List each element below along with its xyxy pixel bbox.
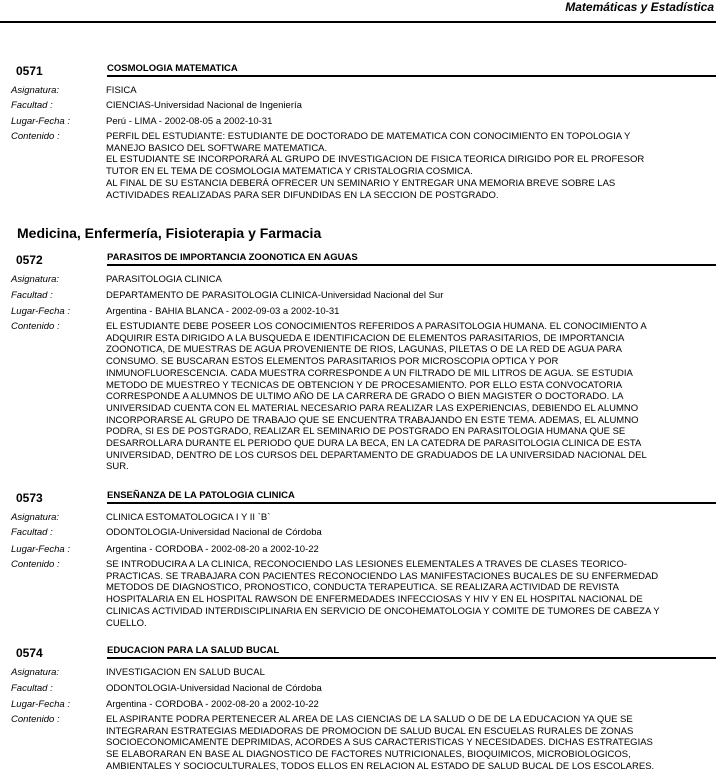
- lugar-fecha-value: Argentina - CORDOBA - 2002-08-20 a 2002-10-22: [106, 699, 319, 710]
- entry-number: 0573: [16, 491, 43, 505]
- facultad-value: ODONTOLOGIA-Universidad Nacional de Córdoba: [106, 683, 322, 694]
- entry-title: EDUCACION PARA LA SALUD BUCAL: [107, 645, 280, 656]
- asignatura-value: CLINICA ESTOMATOLOGICA I Y II `B`: [106, 512, 271, 523]
- entry-title: ENSEÑANZA DE LA PATOLOGIA CLINICA: [107, 490, 295, 501]
- field-label: Asignatura:: [11, 512, 60, 523]
- field-label: Contenido :: [11, 559, 60, 570]
- field-label: Facultad :: [11, 290, 53, 301]
- field-label: Facultad :: [11, 683, 53, 694]
- lugar-fecha-value: Perú - LIMA - 2002-08-05 a 2002-10-31: [106, 116, 273, 127]
- entry-number: 0572: [16, 253, 43, 267]
- contenido-text: EL ESTUDIANTE DEBE POSEER LOS CONOCIMIENTOS REFERIDOS A PARASITOLOGIA HUMANA. EL CONOCIMIENTO A ADQUIRIR ESTA DIRIGIDO A LA BUSQUEDA E IDENTIFICACION DE ELEMENTOS PARASITARIOS, DE IMPORTANCIA ZOONOTICA, DE MUESTRAS DE AGUA PROVENIENTE DE RIOS, LAGUNAS, PILETAS O DE LA RED DE AGUA PARA CONSUMO. SE BUSCARAN ESTOS ELEMENTOS PARASITARIOS POR MICROSCOPIA OPTICA Y POR INMUNOFLUORESCENCIA. CADA MUESTRA CORRESPONDE A UN FILTRADO DE MIL LITROS DE AGUA. SE ESTUDIA METODO DE MUESTREO Y TECNICAS DE OBTENCION Y DE PROCESAMIENTO. POR ELLO ESTA CONVOCATORIA CORRESPONDE A ALUMNOS DE ULTIMO AÑO DE LA CARRERA DE GRADO O BIEN MAGISTER O DOCTORADO. LA UNIVERSIDAD CUENTA CON EL MATERIAL NECESARIO PARA REALIZAR LAS EXPERIENCIAS, DEBIENDO EL ALUMNO INCORPORARSE AL GRUPO DE TRABAJO QUE SE ENCUENTRA TRABAJANDO EN ESTE TEMA. ADEMAS, EL ALUMNO PODRA, SI ES DE POSTGRADO, REALIZAR EL SEMINARIO DE POSTGRADO EN PARASITOLOGIA HUMANA QUE SE DESARROLLARA DURANTE EL PERIODO QUE DURA LA BECA, EN LA CATEDRA DE PARASITOLOGIA CLINICA DE ESTA UNIVERSIDAD, DENTRO DE LOS CURSOS DEL DEPARTAMENTO DE GRADUADOS DE LA UNIVERSIDAD NACIONAL DEL SUR.: [106, 321, 647, 473]
- asignatura-value: PARASITOLOGIA CLINICA: [106, 274, 222, 285]
- entry-number: 0574: [16, 646, 43, 660]
- entry-rule: [107, 75, 716, 77]
- field-label: Contenido :: [11, 131, 60, 142]
- entry-title: COSMOLOGIA MATEMATICA: [107, 63, 238, 74]
- field-label: Contenido :: [11, 321, 60, 332]
- field-label: Contenido :: [11, 714, 60, 725]
- field-label: Asignatura:: [11, 667, 60, 678]
- field-label: Lugar-Fecha :: [11, 699, 70, 710]
- field-label: Lugar-Fecha :: [11, 306, 70, 317]
- field-label: Lugar-Fecha :: [11, 116, 70, 127]
- entry-rule: [107, 502, 716, 504]
- lugar-fecha-value: Argentina - BAHIA BLANCA - 2002-09-03 a 2002-10-31: [106, 306, 340, 317]
- header-rule: [0, 21, 716, 23]
- page-header: [0, 0, 716, 24]
- facultad-value: DEPARTAMENTO DE PARASITOLOGIA CLINICA-Universidad Nacional del Sur: [106, 290, 444, 301]
- facultad-value: ODONTOLOGIA-Universidad Nacional de Córdoba: [106, 527, 322, 538]
- entry-title: PARASITOS DE IMPORTANCIA ZOONOTICA EN AGUAS: [107, 252, 358, 263]
- entry-rule: [107, 264, 716, 266]
- field-label: Lugar-Fecha :: [11, 544, 70, 555]
- entry-rule: [107, 657, 716, 659]
- field-label: Asignatura:: [11, 274, 60, 285]
- entry-number: 0571: [16, 64, 43, 78]
- field-label: Facultad :: [11, 527, 53, 538]
- header-title: Matemáticas y Estadística: [565, 0, 714, 14]
- contenido-text: EL ASPIRANTE PODRA PERTENECER AL AREA DE LAS CIENCIAS DE LA SALUD O DE DE LA EDUCACION YA QUE SE INTEGRARAN ESTRATEGIAS MEDIADORAS DE PROMOCION DE SALUD BUCAL EN ESCUELAS RURALES DE ZONAS SOCIOECONOMICAMENTE DEPRIMIDAS, ACORDES A SUS CARACTERISTICAS Y NECESIDADES. DICHAS ESTRATEGIAS SE ELABORARAN EN BASE AL DIAGNOSTICO DE FACTORES NUTRICIONALES, BIOQUIMICOS, MICROBIOLOGICOS, AMBIENTALES Y SOCIOCULTURALES, TODOS ELLOS EN RELACION AL ESTADO DE SALUD BUCAL DE LOS ESCOLARES.: [106, 714, 655, 772]
- asignatura-value: INVESTIGACION EN SALUD BUCAL: [106, 667, 265, 678]
- lugar-fecha-value: Argentina - CORDOBA - 2002-08-20 a 2002-10-22: [106, 544, 319, 555]
- section-title: Medicina, Enfermería, Fisioterapia y Farmacia: [17, 225, 322, 241]
- field-label: Facultad :: [11, 100, 53, 111]
- contenido-text: SE INTRODUCIRA A LA CLINICA, RECONOCIENDO LAS LESIONES ELEMENTALES A TRAVES DE CLASES TEORICO- PRACTICAS. SE TRABAJARA CON PACIENTES RECONOCIENDO LAS MANIFESTACIONES BUCALES DE SU ENFERMEDAD METODOS DE DIAGNOSTICO, PRONOSTICO, CONDUCTA TERAPEUTICA. SE REALIZARA ACTIVIDAD DE REVISTA HOSPITALARIA EN EL HOSPITAL RAWSON DE ENFERMEDADES INFECCIOSAS Y HIV Y EN EL HOSPITAL NACIONAL DE CLINICAS ACTIVIDAD INTERDISCIPLINARIA EN SERVICIO DE ONCOHEMATOLOGIA Y COMITE DE TUMORES DE CABEZA Y CUELLO.: [106, 559, 660, 629]
- contenido-text: PERFIL DEL ESTUDIANTE: ESTUDIANTE DE DOCTORADO DE MATEMATICA CON CONOCIMIENTO EN TOPOLOGIA Y MANEJO BASICO DEL SOFTWARE MATEMATICA. EL ESTUDIANTE SE INCORPORARÁ AL GRUPO DE INVESTIGACION DE FISICA TEORICA DIRIGIDO POR EL PROFESOR TUTOR EN EL TEMA DE COSMOLOGIA MATEMATICA Y CRISTALOGRIA COSMICA. AL FINAL DE SU ESTANCIA DEBERÁ OFRECER UN SEMINARIO Y ENTREGAR UNA MEMORIA BREVE SOBRE LAS ACTIVIDADES REALIZADAS PARA SER DIFUNDIDAS EN LA SECCION DE POSTGRADO.: [106, 131, 645, 201]
- field-label: Asignatura:: [11, 85, 60, 96]
- asignatura-value: FISICA: [106, 85, 137, 96]
- facultad-value: CIENCIAS-Universidad Nacional de Ingeniería: [106, 100, 302, 111]
